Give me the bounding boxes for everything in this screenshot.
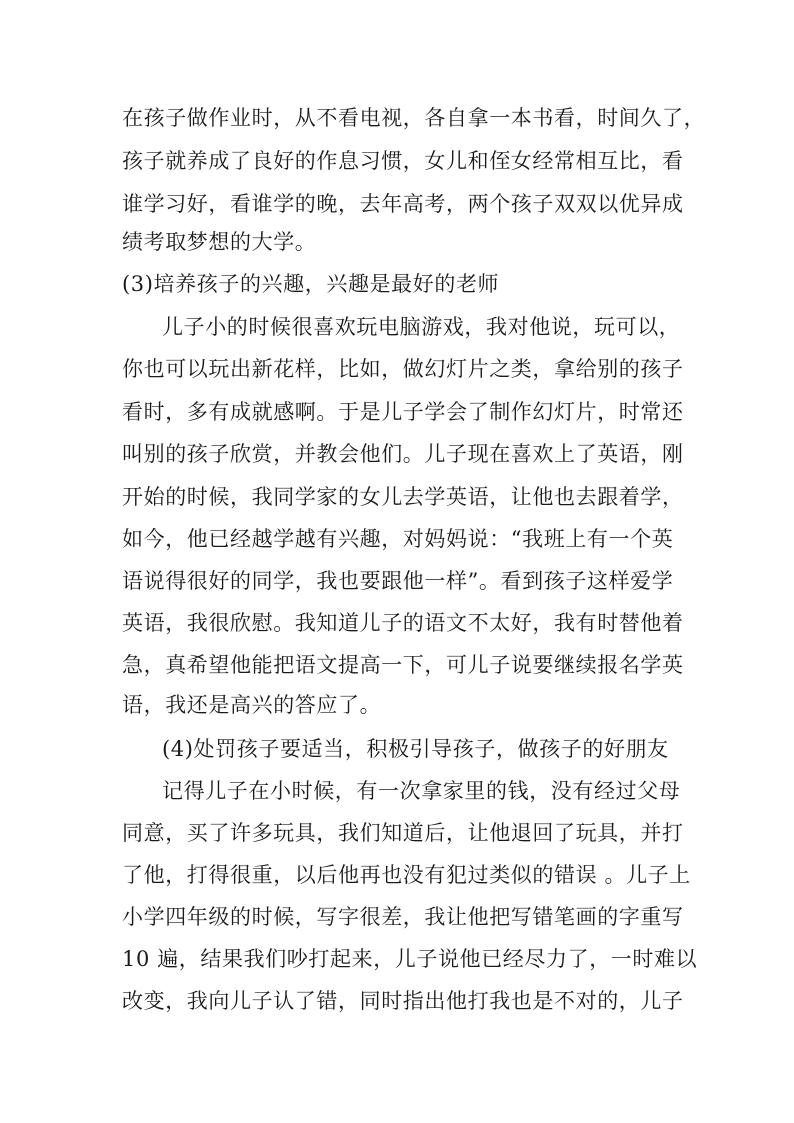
paragraph-line: 在孩子做作业时，从不看电视，各自拿一本书看，时间久了， [122,106,706,130]
paragraph-line: 语说得很好的同学，我也要跟他一样”。看到孩子这样爱学 [122,569,674,593]
paragraph-line: 语，我还是高兴的答应了。 [122,693,382,717]
section-heading-3: (3)培养孩子的兴趣，兴趣是最好的老师 [122,272,500,296]
paragraph-line: 你也可以玩出新花样，比如，做幻灯片之类，拿给别的孩子 [122,357,684,381]
paragraph-line: 谁学习好，看谁学的晚，去年高考，两个孩子双双以优异成 [122,192,684,216]
paragraph-line: 儿子小的时候很喜欢玩电脑游戏，我对他说，玩可以， [162,315,681,339]
paragraph-line: 开始的时候，我同学家的女儿去学英语，让他也去跟着学， [122,485,684,509]
paragraph-line: 如今，他已经越学越有兴趣，对妈妈说：“我班上有一个英 [122,527,674,551]
paragraph-line: 看时，多有成就感啊。于是儿子学会了制作幻灯片，时常还 [122,400,684,424]
paragraph-line: 了他，打得很重，以后他再也没有犯过类似的错误 。儿子上 [122,863,691,887]
paragraph-line: 英语，我很欣慰。我知道儿子的语文不太好，我有时替他着 [122,611,684,635]
section-heading-4: (4)处罚孩子要适当，积极引导孩子，做孩子的好朋友 [162,737,669,761]
paragraph-line: 小学四年级的时候，写字很差，我让他把写错笔画的字重写 [122,905,684,929]
paragraph-line: 同意，买了许多玩具，我们知道后，让他退回了玩具，并打 [122,821,684,845]
paragraph-line: 记得儿子在小时候，有一次拿家里的钱，没有经过父母 [162,779,681,803]
paragraph-line: 孩子就养成了良好的作息习惯，女儿和侄女经常相互比，看 [122,149,684,173]
paragraph-line: 改变，我向儿子认了错，同时指出他打我也是不对的，儿子 [122,989,684,1013]
paragraph-line: 10 遍，结果我们吵打起来，儿子说他已经尽力了，一时难以 [122,947,698,971]
paragraph-line: 急，真希望他能把语文提高一下，可儿子说要继续报名学英 [122,653,684,677]
paragraph-line: 绩考取梦想的大学。 [122,230,317,254]
paragraph-line: 叫别的孩子欣赏，并教会他们。儿子现在喜欢上了英语，刚 [122,442,684,466]
